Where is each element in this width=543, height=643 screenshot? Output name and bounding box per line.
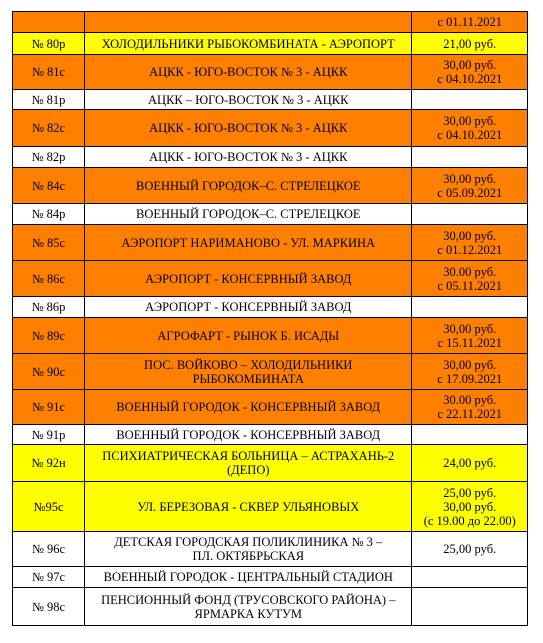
fare-cell: [412, 425, 528, 445]
route-number-cell: № 91р: [13, 425, 85, 445]
route-name-cell: АГРОФАРТ - РЫНОК Б. ИСАДЫ: [85, 318, 412, 354]
table-row: [13, 297, 528, 318]
fare-table-container: [12, 11, 528, 626]
fare-cell: [412, 567, 528, 588]
table-row: [13, 12, 528, 33]
route-name-cell: АЭРОПОРТ - КОНСЕРВНЫЙ ЗАВОД: [85, 261, 412, 297]
fare-cell: 30.00 руб. с 22.11.2021: [412, 390, 528, 425]
route-name-cell: [85, 12, 412, 33]
route-name-cell: АЭРОПОРТ НАРИМАНОВО - УЛ. МАРКИНА: [85, 225, 412, 261]
table-row: [13, 425, 528, 445]
route-number-cell: [13, 12, 85, 33]
route-name-cell: АЭРОПОРТ - КОНСЕРВНЫЙ ЗАВОД: [85, 297, 412, 318]
fare-cell: 21,00 руб.: [412, 33, 528, 55]
fare-cell: [412, 147, 528, 168]
route-name-cell: ВОЕННЫЙ ГОРОДОК - КОНСЕРВНЫЙ ЗАВОД: [85, 425, 412, 445]
fare-table: [12, 11, 528, 626]
table-row: [13, 204, 528, 225]
route-number-cell: № 97с: [13, 567, 85, 588]
fare-cell: 30,00 руб. с 05.09.2021: [412, 168, 528, 204]
fare-cell: [412, 588, 528, 626]
route-name-cell: АЦКК - ЮГО-ВОСТОК № 3 - АЦКК: [85, 110, 412, 147]
table-row: [13, 90, 528, 110]
route-name-cell: АЦКК - ЮГО-ВОСТОК № 3 - АЦКК: [85, 55, 412, 90]
route-name-cell: ХОЛОДИЛЬНИКИ РЫБОКОМБИНАТА - АЭРОПОРТ: [85, 33, 412, 55]
route-number-cell: № 84р: [13, 204, 85, 225]
fare-cell: 30.00 руб. с 05.11.2021: [412, 261, 528, 297]
table-row: [13, 354, 528, 390]
route-name-cell: ПСИХИАТРИЧЕСКАЯ БОЛЬНИЦА – АСТРАХАНЬ-2 (ДЕПО): [85, 445, 412, 482]
fare-cell: 25,00 руб.: [412, 532, 528, 567]
route-number-cell: № 80р: [13, 33, 85, 55]
table-row: [13, 168, 528, 204]
route-number-cell: № 82с: [13, 110, 85, 147]
fare-cell: 25,00 руб. 30,00 руб. (с 19.00 до 22.00): [412, 482, 528, 532]
route-name-cell: ПОС. ВОЙКОВО – ХОЛОДИЛЬНИКИ РЫБОКОМБИНАТА: [85, 354, 412, 390]
fare-cell: с 01.11.2021: [412, 12, 528, 33]
route-name-cell: ВОЕННЫЙ ГОРОДОК - КОНСЕРВНЫЙ ЗАВОД: [85, 390, 412, 425]
fare-cell: 30,00 руб. с 04.10.2021: [412, 110, 528, 147]
route-number-cell: № 98с: [13, 588, 85, 626]
route-number-cell: № 91с: [13, 390, 85, 425]
route-number-cell: №95с: [13, 482, 85, 532]
fare-cell: 30,00 руб. с 01.12.2021: [412, 225, 528, 261]
table-row: [13, 33, 528, 55]
route-number-cell: № 86р: [13, 297, 85, 318]
route-name-cell: УЛ. БЕРЕЗОВАЯ - СКВЕР УЛЬЯНОВЫХ: [85, 482, 412, 532]
table-row: [13, 110, 528, 147]
route-name-cell: АЦКК - ЮГО-ВОСТОК № 3 - АЦКК: [85, 147, 412, 168]
route-number-cell: № 81р: [13, 90, 85, 110]
route-number-cell: № 89с: [13, 318, 85, 354]
table-row: [13, 390, 528, 425]
table-row: [13, 567, 528, 588]
table-row: [13, 445, 528, 482]
table-row: [13, 532, 528, 567]
route-name-cell: ПЕНСИОННЫЙ ФОНД (ТРУСОВСКОГО РАЙОНА) – ЯРМАРКА КУТУМ: [85, 588, 412, 626]
fare-cell: 30,00 руб. с 17.09.2021: [412, 354, 528, 390]
route-number-cell: № 96с: [13, 532, 85, 567]
route-number-cell: № 90с: [13, 354, 85, 390]
fare-cell: [412, 90, 528, 110]
fare-cell: 30,00 руб. с 04.10.2021: [412, 55, 528, 90]
table-row: [13, 55, 528, 90]
fare-table-body: [13, 12, 528, 626]
route-name-cell: ВОЕННЫЙ ГОРОДОК - ЦЕНТРАЛЬНЫЙ СТАДИОН: [85, 567, 412, 588]
route-name-cell: АЦКК – ЮГО-ВОСТОК № 3 - АЦКК: [85, 90, 412, 110]
fare-cell: [412, 297, 528, 318]
fare-cell: 24,00 руб.: [412, 445, 528, 482]
table-row: [13, 147, 528, 168]
table-row: [13, 318, 528, 354]
route-number-cell: № 84с: [13, 168, 85, 204]
route-number-cell: № 81с: [13, 55, 85, 90]
table-row: [13, 225, 528, 261]
route-number-cell: № 82р: [13, 147, 85, 168]
table-row: [13, 261, 528, 297]
route-number-cell: № 92н: [13, 445, 85, 482]
route-name-cell: ДЕТСКАЯ ГОРОДСКАЯ ПОЛИКЛИНИКА № 3 – ПЛ. ОКТЯБРЬСКАЯ: [85, 532, 412, 567]
route-name-cell: ВОЕННЫЙ ГОРОДОК–С. СТРЕЛЕЦКОЕ: [85, 204, 412, 225]
route-number-cell: № 85с: [13, 225, 85, 261]
route-number-cell: № 86с: [13, 261, 85, 297]
fare-cell: 30,00 руб. с 15.11.2021: [412, 318, 528, 354]
fare-cell: [412, 204, 528, 225]
table-row: [13, 588, 528, 626]
route-name-cell: ВОЕННЫЙ ГОРОДОК–С. СТРЕЛЕЦКОЕ: [85, 168, 412, 204]
table-row: [13, 482, 528, 532]
